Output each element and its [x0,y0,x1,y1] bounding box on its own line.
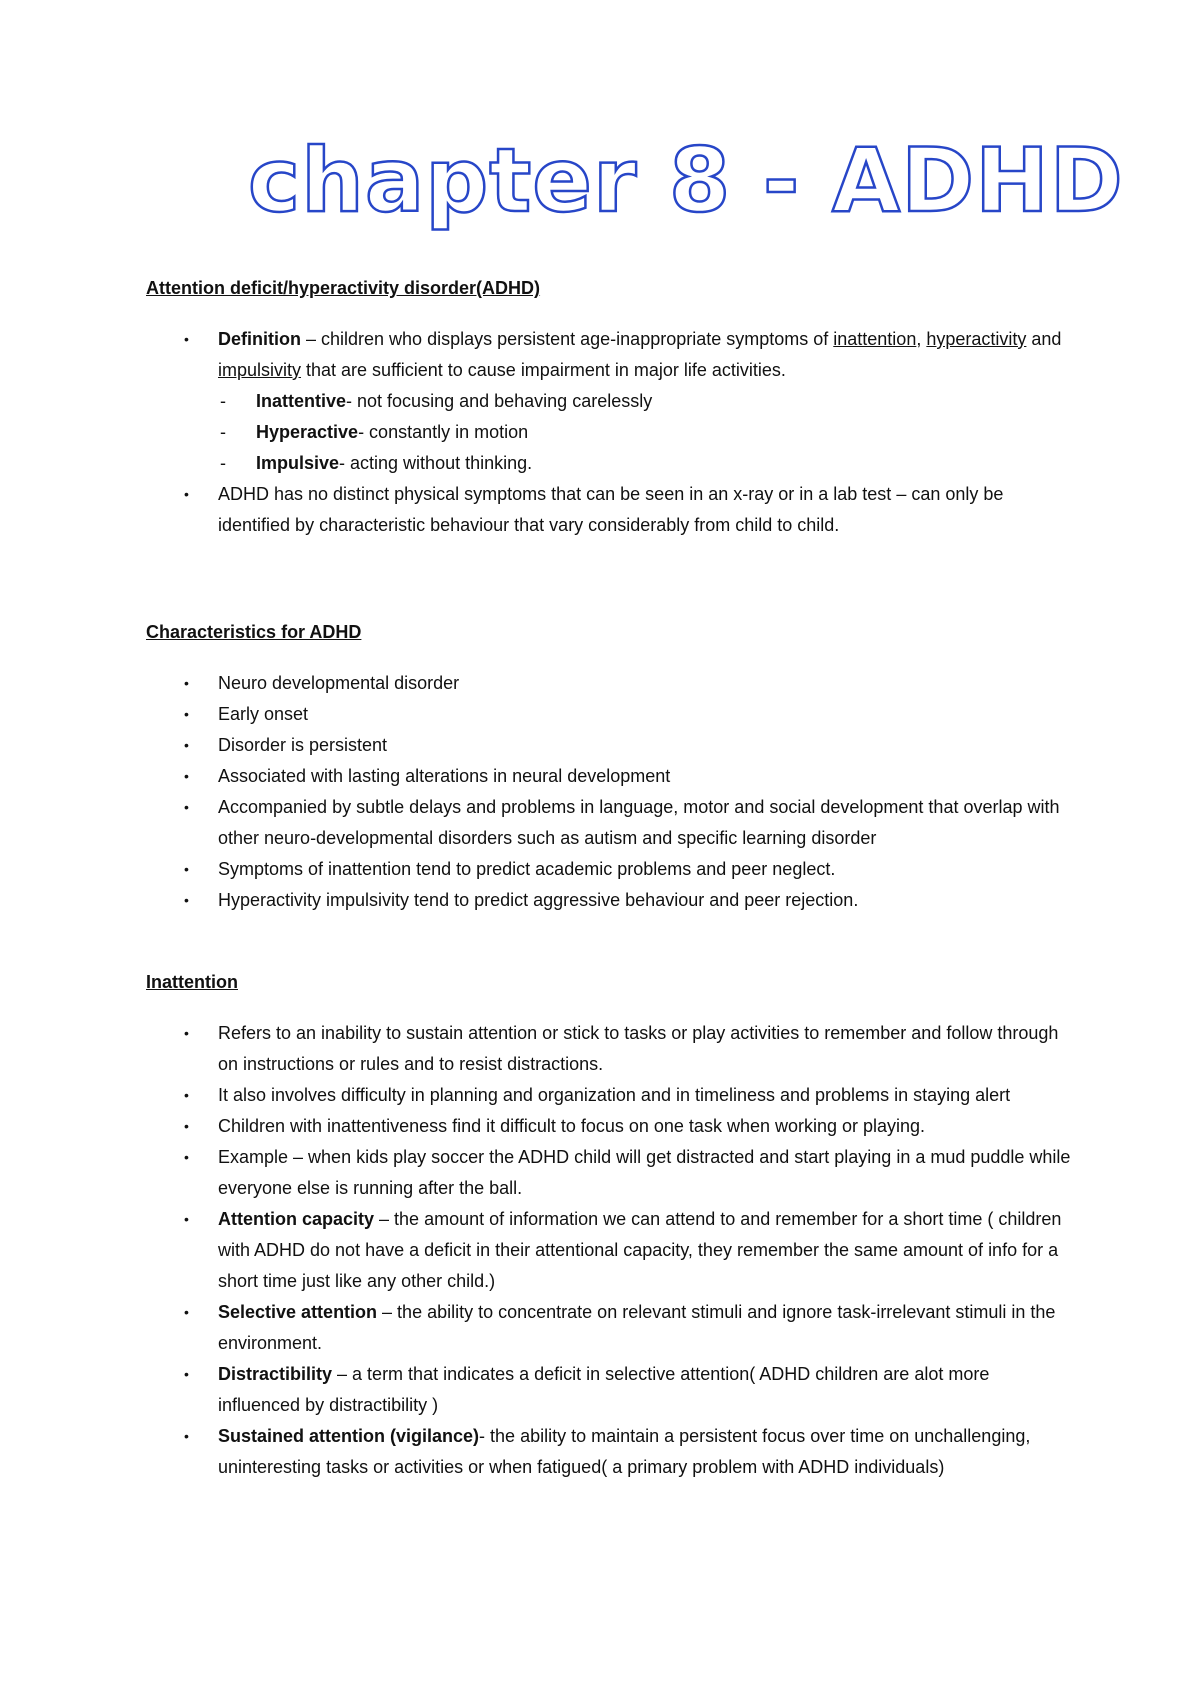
underlined-impulsivity: impulsivity [218,360,302,380]
bullet-icon: • [184,1211,189,1227]
list-item-term: Sustained attention (vigilance) [218,1426,480,1446]
list-item-text: Children with inattentiveness find it difficult to focus on one task when working or playing. [218,1116,926,1136]
dash-icon: - [220,453,226,473]
sub-term: Hyperactive [256,422,359,442]
sub-item [146,417,1076,448]
list-item [146,761,1076,792]
bullet-icon: • [184,1118,189,1134]
bullet-icon: • [184,1304,189,1320]
list-item-text: Accompanied by subtle delays and problems in language, motor and social development that overlap with other neuro-developmental disorders such as autism and specific learning disorder [218,797,1060,848]
sub-text: - not focusing and behaving carelessly [346,391,653,411]
list-item-text: Example – when kids play soccer the ADHD child will get distracted and start playing in a mud puddle while everyone else is running after the ball. [218,1147,1071,1198]
bullet-icon: • [184,737,189,753]
list-item [146,1142,1076,1204]
bullet-icon: • [184,799,189,815]
bullet-icon: • [184,1087,189,1103]
list-item-term: Selective attention [218,1302,378,1322]
list-item [146,1421,1076,1483]
sub-item [146,448,1076,479]
list-item-text: Neuro developmental disorder [218,673,460,693]
bullet-icon: • [184,675,189,691]
list-item-text: It also involves difficulty in planning and organization and in timeliness and problems in staying alert [218,1085,1011,1105]
list-item-text: Symptoms of inattention tend to predict academic problems and peer neglect. [218,859,836,879]
bullet-icon: • [184,1149,189,1165]
list-item [146,1080,1076,1111]
bullet-icon: • [184,486,189,502]
list-item-text: Early onset [218,704,309,724]
definition-text: that are sufficient to cause impairment in major life activities. [301,360,786,380]
characteristics-list [146,668,1076,916]
section-heading-characteristics: Characteristics for ADHD [146,622,362,642]
list-item [146,1111,1076,1142]
sub-term: Impulsive [256,453,340,473]
list-item [146,1018,1076,1080]
bullet-icon: • [184,1428,189,1444]
dash-icon: - [220,391,226,411]
list-item [146,792,1076,854]
list-item [146,885,1076,916]
bullet-icon: • [184,331,189,347]
list-item-text: Disorder is persistent [218,735,388,755]
sub-text: - acting without thinking. [339,453,533,473]
bullet-icon: • [184,1366,189,1382]
list-item-definition [146,324,1076,386]
list-item [146,479,1076,541]
bullet-icon: • [184,768,189,784]
bullet-icon: • [184,861,189,877]
list-item-text: - the ability to maintain a persistent focus over time on unchallenging, uninteresting tasks or activities or when fatigued( a primary problem with ADHD individuals) [218,1426,1031,1477]
list-item [146,1359,1076,1421]
sub-item [146,386,1076,417]
list-item [146,730,1076,761]
list-item [146,1204,1076,1297]
term-definition: Definition [218,329,301,349]
list-item-text: ADHD has no distinct physical symptoms that can be seen in an x-ray or in a lab test – can only be identified by characteristic behaviour that vary considerably from child to child. [218,484,1004,535]
section-heading-adhd: Attention deficit/hyperactivity disorder(ADHD) [146,278,541,298]
definition-text: – children who displays persistent age-inappropriate symptoms of [301,329,834,349]
list-item-text: – the amount of information we can attend to and remember for a short time ( children with ADHD do not have a deficit in their attentional capacity, they remember the same amount of info for a short time just like any other child.) [218,1209,1062,1291]
section-heading-inattention: Inattention [146,972,238,992]
page-title: chapter 8 - ADHD [248,129,1124,232]
list-item [146,668,1076,699]
list-item-text: Associated with lasting alterations in neural development [218,766,671,786]
definition-text: and [1026,329,1062,349]
sub-term: Inattentive [256,391,347,411]
list-item-text: Refers to an inability to sustain attention or stick to tasks or play activities to remember and follow through on instructions or rules and to resist distractions. [218,1023,1059,1074]
list-item-text: Hyperactivity impulsivity tend to predict aggressive behaviour and peer rejection. [218,890,859,910]
list-item-text: – a term that indicates a deficit in selective attention( ADHD children are alot more influenced by distractibility ) [218,1364,990,1415]
inattention-list [146,1018,1076,1483]
bullet-icon: • [184,706,189,722]
bullet-icon: • [184,1025,189,1041]
list-item [146,1297,1076,1359]
list-item [146,699,1076,730]
dash-icon: - [220,422,226,442]
list-item-term: Distractibility [218,1364,333,1384]
underlined-inattention: inattention [833,329,917,349]
definition-list [146,324,1076,541]
definition-text: , [916,329,927,349]
sub-text: - constantly in motion [358,422,529,442]
list-item [146,854,1076,885]
bullet-icon: • [184,892,189,908]
underlined-hyperactivity: hyperactivity [926,329,1027,349]
list-item-text: – the ability to concentrate on relevant stimuli and ignore task-irrelevant stimuli in the environment. [218,1302,1056,1353]
list-item-term: Attention capacity [218,1209,375,1229]
